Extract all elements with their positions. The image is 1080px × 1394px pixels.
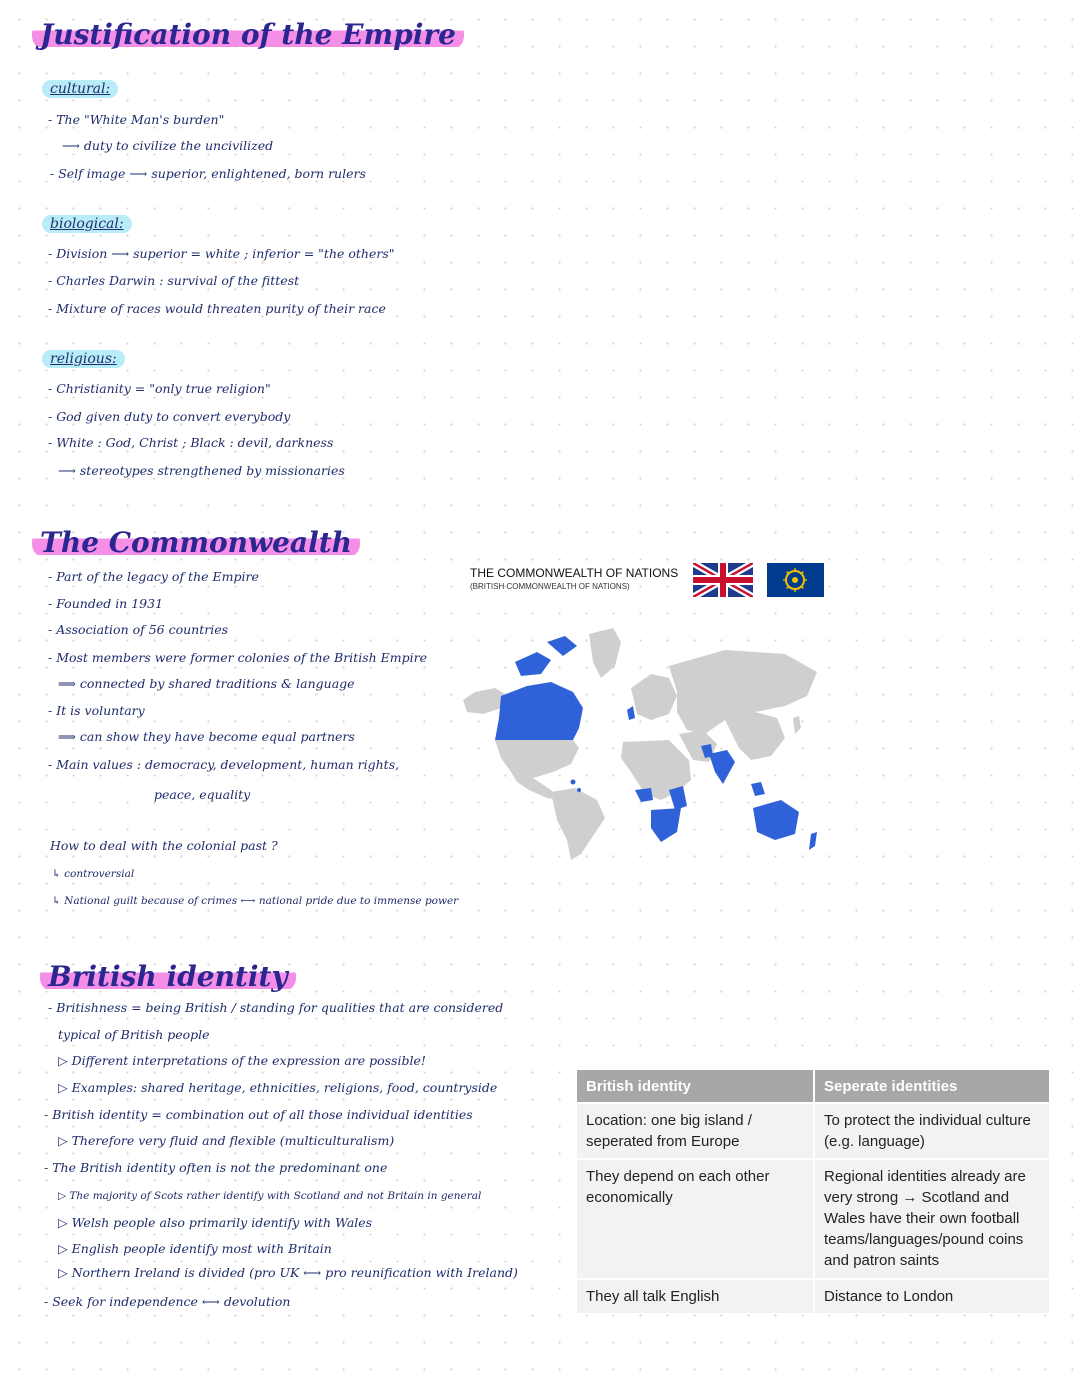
biological-line: - Charles Darwin : survival of the fittest: [48, 273, 300, 288]
religious-line: - White : God, Christ ; Black : devil, darkness: [48, 435, 334, 450]
biological-line: - Mixture of races would threaten purity of their race: [48, 301, 386, 316]
label-biological: biological:: [42, 215, 132, 233]
commonwealth-line: - Founded in 1931: [48, 596, 164, 611]
commonwealth-line: peace, equality: [154, 787, 251, 802]
heading-commonwealth: The Commonwealth: [32, 528, 360, 558]
map-subtitle: (BRITISH COMMONWEALTH OF NATIONS): [470, 582, 630, 591]
identity-line: ▷ Welsh people also primarily identify with Wales: [58, 1215, 373, 1230]
table-cell: They all talk English: [577, 1279, 814, 1313]
commonwealth-world-map: [455, 622, 835, 862]
heading-empire: Justification of the Empire: [32, 20, 464, 50]
identity-line: - Seek for independence ⟷ devolution: [44, 1294, 291, 1309]
identity-line: ▷ Therefore very fluid and flexible (multiculturalism): [58, 1133, 395, 1148]
identity-line: typical of British people: [58, 1027, 210, 1042]
cultural-line: - Self image ⟶ superior, enlightened, born rulers: [50, 166, 366, 181]
table-cell: Location: one big island / seperated from Europe: [577, 1103, 814, 1159]
table-header-british: British identity: [577, 1070, 814, 1103]
identity-line: - The British identity often is not the predominant one: [44, 1160, 388, 1175]
religious-line: ⟶ stereotypes strengthened by missionaries: [58, 463, 345, 478]
commonwealth-line: - It is voluntary: [48, 703, 145, 718]
commonwealth-line: - Most members were former colonies of the British Empire: [48, 650, 427, 665]
commonwealth-line: ⟹ connected by shared traditions & language: [58, 676, 355, 691]
commonwealth-line: ⟹ can show they have become equal partners: [58, 729, 355, 744]
table-cell: Regional identities already are very strong → Scotland and Wales have their own football teams/languages/pound coins and patron saints: [814, 1159, 1049, 1279]
identity-line: ▷ Different interpretations of the expression are possible!: [58, 1053, 426, 1068]
commonwealth-line: - Part of the legacy of the Empire: [48, 569, 259, 584]
identity-line: ▷ English people identify most with Britain: [58, 1241, 332, 1256]
table-header-separate: Seperate identities: [814, 1070, 1049, 1103]
identity-line: - Britishness = being British / standing for qualities that are considered: [48, 1000, 504, 1015]
colonial-question: How to deal with the colonial past ?: [50, 838, 278, 853]
label-religious: religious:: [42, 350, 125, 368]
religious-line: - God given duty to convert everybody: [48, 409, 291, 424]
heading-identity: British identity: [40, 962, 296, 992]
identity-line: ▷ The majority of Scots rather identify with Scotland and not Britain in general: [58, 1190, 482, 1202]
religious-line: - Christianity = "only true religion": [48, 381, 271, 396]
biological-line: - Division ⟶ superior = white ; inferior = "the others": [48, 246, 395, 261]
cultural-line: - The "White Man's burden": [48, 112, 225, 127]
table-row: [577, 1159, 1049, 1279]
label-cultural: cultural:: [42, 80, 118, 98]
colonial-line: ↳ controversial: [52, 868, 135, 880]
table-cell: They depend on each other economically: [577, 1159, 814, 1279]
identity-comparison-table: [577, 1070, 1049, 1313]
table-cell: Distance to London: [814, 1279, 1049, 1313]
table-row: [577, 1103, 1049, 1159]
colonial-line: ↳ National guilt because of crimes ⟷ national pride due to immense power: [52, 895, 459, 907]
map-title: THE COMMONWEALTH OF NATIONS: [470, 566, 679, 580]
identity-line: ▷ Examples: shared heritage, ethnicities, religions, food, countryside: [58, 1080, 498, 1095]
identity-line: ▷ Northern Ireland is divided (pro UK ⟷ pro reunification with Ireland): [58, 1265, 518, 1280]
union-jack-flag-icon: [693, 563, 753, 597]
commonwealth-line: - Main values : democracy, development, human rights,: [48, 757, 400, 772]
commonwealth-line: - Association of 56 countries: [48, 622, 229, 637]
cultural-line: ⟶ duty to civilize the uncivilized: [62, 138, 274, 153]
table-header-row: [577, 1070, 1049, 1103]
table-cell: To protect the individual culture (e.g. language): [814, 1103, 1049, 1159]
table-row: [577, 1279, 1049, 1313]
commonwealth-flag-icon: [767, 563, 824, 597]
identity-line: - British identity = combination out of all those individual identities: [44, 1107, 473, 1122]
